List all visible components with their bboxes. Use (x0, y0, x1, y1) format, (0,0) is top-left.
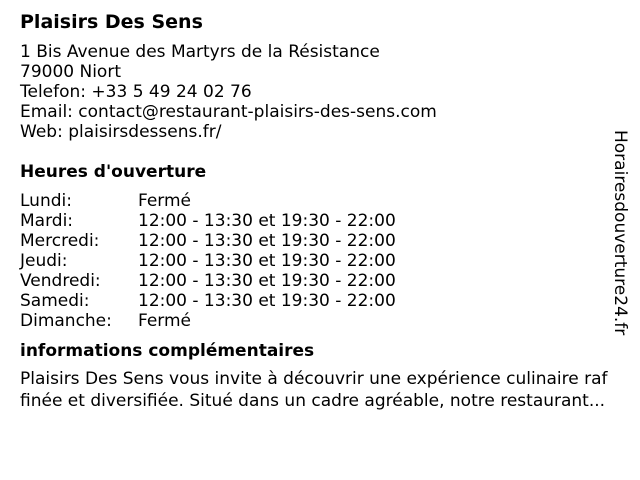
hours-time: 12:00 - 13:30 et 19:30 - 22:00 (138, 211, 396, 231)
hours-day: Dimanche: (20, 311, 112, 331)
hours-row-samedi (20, 291, 620, 311)
hours-time: 12:00 - 13:30 et 19:30 - 22:00 (138, 271, 396, 291)
email-line[interactable]: Email: contact@restaurant-plaisirs-des-sens.com (20, 102, 437, 122)
hours-time: 12:00 - 13:30 et 19:30 - 22:00 (138, 251, 396, 271)
hours-row-jeudi (20, 251, 620, 271)
hours-row-dimanche (20, 311, 620, 331)
hours-table (20, 191, 620, 331)
hours-heading: Heures d'ouverture (20, 162, 207, 182)
hours-row-mercredi (20, 231, 620, 251)
description (20, 368, 620, 412)
site-watermark: Horairesdouverture24.fr (610, 130, 630, 336)
address-street: 1 Bis Avenue des Martyrs de la Résistance (20, 42, 380, 62)
hours-day: Jeudi: (20, 251, 68, 271)
hours-day: Mercredi: (20, 231, 100, 251)
description-line: finée et diversifiée. Situé dans un cadre agréable, notre restaurant... (20, 391, 606, 411)
hours-day: Lundi: (20, 191, 72, 211)
hours-day: Samedi: (20, 291, 90, 311)
contact-block (20, 42, 620, 142)
hours-day: Mardi: (20, 211, 74, 231)
hours-day: Vendredi: (20, 271, 101, 291)
hours-time: 12:00 - 13:30 et 19:30 - 22:00 (138, 231, 396, 251)
hours-time: 12:00 - 13:30 et 19:30 - 22:00 (138, 291, 396, 311)
hours-time: Fermé (138, 311, 192, 331)
business-card (20, 10, 620, 412)
hours-row-vendredi (20, 271, 620, 291)
description-line: Plaisirs Des Sens vous invite à découvrir une expérience culinaire raf (20, 369, 608, 389)
phone-line[interactable]: Telefon: +33 5 49 24 02 76 (20, 82, 252, 102)
hours-row-mardi (20, 211, 620, 231)
hours-row-lundi (20, 191, 620, 211)
hours-time: Fermé (138, 191, 192, 211)
info-heading: informations complémentaires (20, 341, 315, 361)
business-name: Plaisirs Des Sens (20, 11, 203, 33)
web-line[interactable]: Web: plaisirsdessens.fr/ (20, 122, 222, 142)
address-city: 79000 Niort (20, 62, 121, 82)
